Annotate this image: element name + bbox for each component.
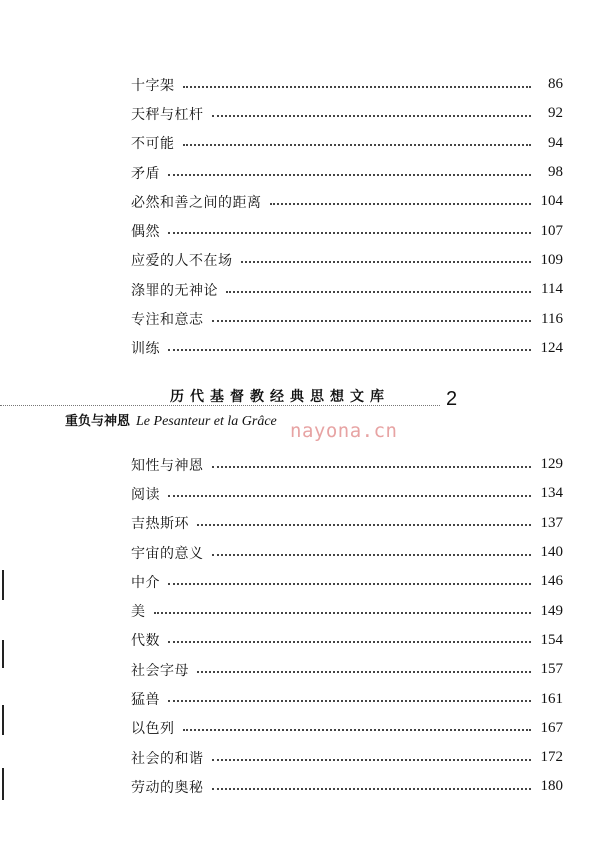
toc-entry[interactable] [131, 626, 563, 655]
dot-leader [168, 700, 531, 702]
toc-entry[interactable] [131, 216, 563, 245]
toc-entry-title: 吉热斯环 [131, 516, 189, 533]
toc-entry[interactable] [131, 275, 563, 304]
toc-entry[interactable] [131, 334, 563, 363]
toc-entry[interactable] [131, 158, 563, 187]
toc-entry-page: 140 [540, 544, 563, 561]
toc-entry-page: 167 [540, 719, 563, 736]
toc-entry[interactable] [131, 538, 563, 567]
toc-entry-title: 美 [131, 604, 146, 621]
toc-entry[interactable] [131, 187, 563, 216]
dot-leader [197, 671, 531, 673]
toc-entry-page: 94 [548, 134, 563, 151]
toc-entry-title: 阅读 [131, 486, 160, 503]
dot-leader [183, 86, 532, 88]
header-divider [0, 405, 440, 406]
toc-entry[interactable] [131, 596, 563, 625]
toc-entry-page: 124 [540, 339, 563, 356]
dot-leader [212, 320, 532, 322]
dot-leader [168, 232, 531, 234]
toc-entry-title: 涤罪的无神论 [131, 282, 218, 299]
toc-entry-page: 92 [548, 105, 563, 122]
toc-entry[interactable] [131, 479, 563, 508]
toc-entry[interactable] [131, 246, 563, 275]
toc-entry-title: 不可能 [131, 136, 175, 153]
dot-leader [168, 174, 531, 176]
toc-entry-title: 以色列 [131, 721, 175, 738]
dot-leader [212, 788, 532, 790]
toc-entry-title: 劳动的奥秘 [131, 779, 204, 796]
dot-leader [183, 729, 532, 731]
toc-entry[interactable] [131, 129, 563, 158]
scan-margin-mark [2, 570, 4, 600]
book-title [65, 410, 277, 430]
toc-entry-page: 107 [540, 222, 563, 239]
toc-entry[interactable] [131, 450, 563, 479]
toc-section-bottom [131, 450, 563, 802]
toc-entry-page: 86 [548, 76, 563, 93]
scan-margin-mark [2, 768, 4, 800]
toc-entry[interactable] [131, 99, 563, 128]
toc-entry-title: 专注和意志 [131, 312, 204, 329]
toc-entry-title: 十字架 [131, 77, 175, 94]
book-title-french: Le Pesanteur et la Grâce [136, 414, 277, 429]
scan-margin-mark [2, 640, 4, 668]
toc-entry-title: 应爱的人不在场 [131, 253, 233, 270]
toc-entry[interactable] [131, 714, 563, 743]
toc-entry-page: 134 [540, 485, 563, 502]
toc-entry[interactable] [131, 772, 563, 801]
toc-entry-title: 代数 [131, 633, 160, 650]
toc-section-top [131, 70, 563, 363]
toc-entry-page: 116 [541, 310, 563, 327]
toc-entry-title: 偶然 [131, 224, 160, 241]
dot-leader [212, 466, 532, 468]
dot-leader [168, 495, 531, 497]
dot-leader [183, 144, 532, 146]
toc-entry-title: 猛兽 [131, 692, 160, 709]
toc-entry-page: 180 [540, 778, 563, 795]
toc-entry-title: 社会字母 [131, 662, 189, 679]
toc-entry-title: 天秤与杠杆 [131, 106, 204, 123]
dot-leader [168, 583, 531, 585]
toc-entry-title: 知性与神恩 [131, 457, 204, 474]
dot-leader [212, 115, 532, 117]
toc-entry-page: 154 [540, 631, 563, 648]
dot-leader [168, 349, 531, 351]
dot-leader [226, 291, 531, 293]
toc-entry-page: 161 [540, 690, 563, 707]
toc-entry-title: 宇宙的意义 [131, 545, 204, 562]
toc-entry-page: 157 [540, 661, 563, 678]
dot-leader [212, 759, 532, 761]
toc-entry-title: 矛盾 [131, 165, 160, 182]
watermark: nayona.cn [290, 420, 398, 442]
toc-entry-page: 146 [540, 573, 563, 590]
toc-entry[interactable] [131, 684, 563, 713]
toc-entry-page: 114 [541, 281, 563, 298]
toc-entry[interactable] [131, 304, 563, 333]
toc-entry-title: 训练 [131, 341, 160, 358]
toc-entry[interactable] [131, 567, 563, 596]
header-page-number: 2 [446, 388, 458, 410]
dot-leader [168, 641, 531, 643]
toc-entry-page: 104 [540, 193, 563, 210]
toc-entry-title: 必然和善之间的距离 [131, 194, 262, 211]
toc-entry-page: 172 [540, 749, 563, 766]
toc-entry-page: 98 [548, 164, 563, 181]
toc-entry-page: 109 [540, 251, 563, 268]
toc-entry[interactable] [131, 509, 563, 538]
dot-leader [154, 612, 532, 614]
scan-margin-mark [2, 705, 4, 735]
dot-leader [212, 554, 532, 556]
toc-entry-page: 129 [540, 456, 563, 473]
dot-leader [241, 261, 532, 263]
toc-entry-title: 中介 [131, 574, 160, 591]
toc-entry-title: 社会的和谐 [131, 750, 204, 767]
toc-entry[interactable] [131, 655, 563, 684]
toc-entry-page: 149 [540, 602, 563, 619]
toc-entry-page: 137 [540, 514, 563, 531]
series-title: 历代基督教经典思想文库 [170, 389, 390, 405]
toc-entry[interactable] [131, 70, 563, 99]
dot-leader [197, 524, 531, 526]
dot-leader [270, 203, 532, 205]
book-title-chinese: 重负与神恩 [65, 414, 131, 429]
toc-entry[interactable] [131, 743, 563, 772]
